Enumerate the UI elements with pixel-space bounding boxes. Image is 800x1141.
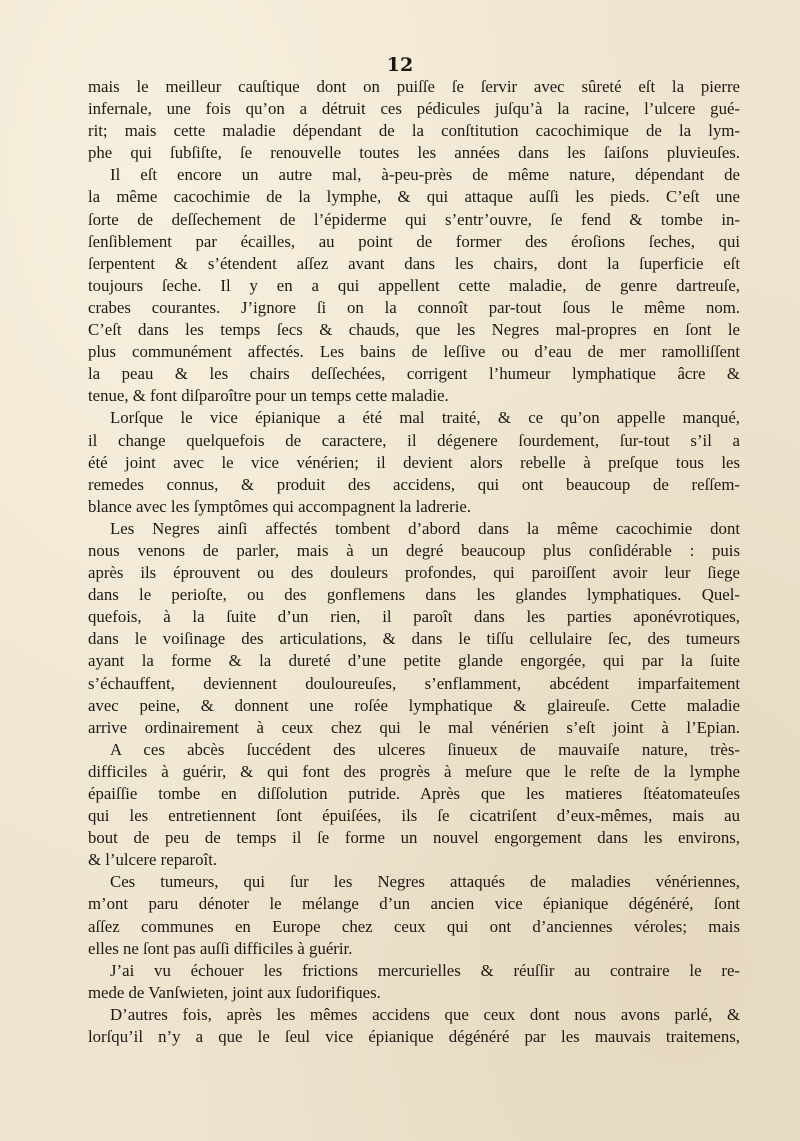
- text-line: dans le perioſte, ou des gonflemens dans les glandes lymphatiques. Quel-: [88, 585, 740, 605]
- text-line: il change quelquefois de caractere, il dégenere ſourdement, ſur-tout s’il a: [88, 430, 740, 450]
- text-line: Les Negres ainſi affectés tombent d’abord dans la même cacochimie dont: [110, 518, 740, 538]
- text-line: rit; mais cette maladie dépendant de la conſtitution cacochimique de la lym-: [88, 121, 740, 141]
- text-line: plus communément affectés. Les bains de leſſive ou d’eau de mer ramolliſſent: [88, 342, 740, 362]
- text-line: Lorſque le vice épianique a été mal traité, & ce qu’on appelle manqué,: [110, 408, 740, 428]
- text-line: D’autres fois, après les mêmes accidens que ceux dont nous avons parlé, &: [110, 1004, 740, 1024]
- text-line: avec peine, & donnent une roſée lymphatique & glaireuſe. Cette maladie: [88, 695, 740, 715]
- page-number: 12: [386, 54, 414, 76]
- text-line: ayant la forme & la dureté d’une petite glande engorgée, qui par la ſuite: [88, 651, 740, 671]
- text-line: s’échauffent, deviennent douloureuſes, s’enflamment, abcédent imparfaitement: [88, 673, 740, 693]
- text-line: toujours ſeche. Il y en a qui appellent cette maladie, de genre dartreuſe,: [88, 275, 740, 295]
- text-line: arrive ordinairement à ceux chez qui le mal vénérien s’eſt joint à l’Epian.: [88, 717, 740, 737]
- text-line: ſenſiblement par écailles, au point de former des éroſions ſeches, qui: [88, 231, 740, 251]
- text-line: remedes connus, & produit des accidens, qui ont beaucoup de reſſem-: [88, 474, 740, 494]
- text-line: bout de peu de temps il ſe forme un nouvel engorgement dans les environs,: [88, 828, 740, 848]
- text-line: ſorte de deſſechement de l’épiderme qui s’entr’ouvre, ſe fend & tombe in-: [88, 209, 740, 229]
- text-line: difficiles à guérir, & qui font des progrès à meſure que le reſte de la lymphe: [88, 761, 740, 781]
- text-line: qui les entretiennent ſont épuiſées, ils ſe cicatriſent d’eux-mêmes, mais au: [88, 806, 740, 826]
- text-line: ſerpentent & s’étendent aſſez avant dans les chairs, dont la ſuperficie eſt: [88, 253, 740, 273]
- body-text: [88, 76, 740, 1048]
- text-line: aſſez communes en Europe chez ceux qui ont d’anciennes véroles; mais: [88, 916, 740, 936]
- text-line: dans le voiſinage des articulations, & dans le tiſſu cellulaire ſec, des tumeurs: [88, 629, 740, 649]
- text-line: quefois, à la ſuite d’un rien, il paroît dans les parties aponévrotiques,: [88, 607, 740, 627]
- text-line: été joint avec le vice vénérien; il devient alors rebelle à preſque tous les: [88, 452, 740, 472]
- text-line: infernale, une fois qu’on a détruit ces pédicules juſqu’à la racine, l’ulcere gué-: [88, 99, 740, 119]
- text-line: lorſqu’il n’y a que le ſeul vice épianique dégénéré par les mauvais traitemens,: [88, 1027, 740, 1047]
- text-line: & l’ulcere reparoît.: [88, 850, 218, 870]
- text-line: m’ont paru dénoter le mélange d’un ancien vice épianique dégénéré, ſont: [88, 894, 740, 914]
- text-line: J’ai vu échouer les frictions mercurielles & réuſſir au contraire le re-: [110, 960, 740, 980]
- text-line: crabes courantes. J’ignore ſi on la connoît par-tout ſous le même nom.: [88, 297, 740, 317]
- text-line: nous venons de parler, mais à un degré beaucoup plus conſidérable : puis: [88, 540, 740, 560]
- text-line: mede de Vanſwieten, joint aux ſudorifiques.: [88, 982, 381, 1002]
- text-line: tenue, & font diſparoître pour un temps cette maladie.: [88, 386, 449, 406]
- text-line: blance avec les ſymptômes qui accompagnent la ladrerie.: [88, 496, 472, 516]
- text-line: A ces abcès ſuccédent des ulceres ſinueux de mauvaiſe nature, très-: [110, 739, 740, 759]
- text-line: C’eſt dans les temps ſecs & chauds, que les Negres mal-propres en ſont le: [88, 320, 740, 340]
- text-line: elles ne ſont pas auſſi difficiles à guérir.: [88, 938, 353, 958]
- text-line: la peau & les chairs deſſechées, corrigent l’humeur lymphatique âcre &: [88, 364, 740, 384]
- text-line: mais le meilleur cauſtique dont on puiſſe ſe ſervir avec sûreté eſt la pierre: [88, 77, 740, 96]
- text-line: Il eſt encore un autre mal, à-peu-près de même nature, dépendant de: [110, 165, 740, 185]
- text-line: phe qui ſubſiſte, ſe renouvelle toutes les années dans les ſaiſons pluvieuſes.: [88, 143, 740, 163]
- text-line: épaiſſie tombe en diſſolution putride. Après que les matieres ſtéatomateuſes: [88, 784, 740, 803]
- text-line: la même cacochimie de la lymphe, & qui attaque auſſi les pieds. C’eſt une: [88, 187, 740, 207]
- text-line: Ces tumeurs, qui ſur les Negres attaqués de maladies vénériennes,: [110, 872, 740, 892]
- text-line: après ils éprouvent ou des douleurs profondes, qui paroiſſent avoir leur ſiege: [88, 563, 740, 583]
